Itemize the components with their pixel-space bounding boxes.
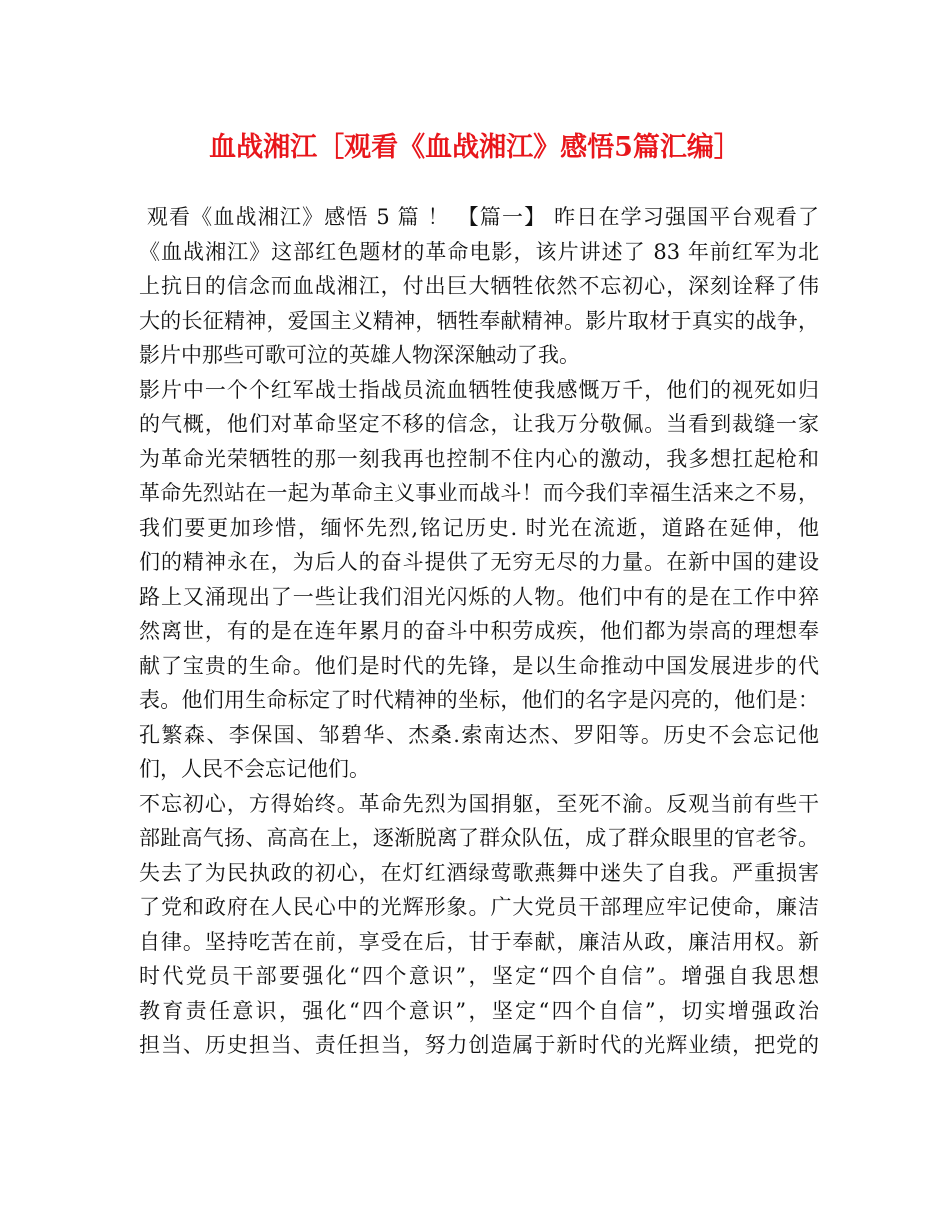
- text-line: 时代党员干部要强化“四个意识”，坚定“四个自信”。增强自我思想: [139, 964, 819, 988]
- text-line: 革命先烈站在一起为革命主义事业而战斗！而今我们幸福生活来之不易，: [139, 481, 819, 505]
- text-line: 部趾高气扬、高高在上，逐渐脱离了群众队伍，成了群众眼里的官老爷。: [139, 826, 819, 850]
- text-line: 的气概，他们对革命坚定不移的信念，让我万分敬佩。当看到裁缝一家: [139, 412, 819, 436]
- text-line: 上抗日的信念而血战湘江，付出巨大牺牲依然不忘初心，深刻诠释了伟: [139, 274, 819, 298]
- text-line: 观看《血战湘江》感悟 5 篇 ！ 【篇一】 昨日在学习强国平台观看了: [139, 205, 819, 229]
- text-line: 担当、历史担当、责任担当，努力创造属于新时代的光辉业绩，把党的: [139, 1033, 819, 1057]
- text-line: 孔繁森、李保国、邹碧华、杰桑.索南达杰、罗阳等。历史不会忘记他: [139, 722, 819, 747]
- text-line: 教育责任意识，强化“四个意识”，坚定“四个自信”，切实增强政治: [139, 998, 819, 1023]
- text-line: 影片中一个个红军战士指战员流血牺牲使我感慨万千，他们的视死如归: [139, 377, 819, 402]
- text-line: 影片中那些可歌可泣的英雄人物深深触动了我。: [139, 343, 580, 367]
- text-line: 失去了为民执政的初心，在灯红酒绿莺歌燕舞中迷失了自我。严重损害: [139, 860, 819, 885]
- text-line: 表。他们用生命标定了时代精神的坐标，他们的名字是闪亮的，他们是：: [139, 688, 819, 712]
- text-line: 献了宝贵的生命。他们是时代的先锋，是以生命推动中国发展进步的代: [139, 653, 819, 678]
- document-title: 血战湘江［观看《血战湘江》感悟5篇汇编］: [209, 132, 741, 163]
- text-line: 大的长征精神，爱国主义精神，牺牲奉献精神。影片取材于真实的战争，: [139, 308, 819, 333]
- text-line: 不忘初心，方得始终。革命先烈为国捐躯，至死不渝。反观当前有些干: [139, 791, 819, 816]
- text-line: 们，人民不会忘记他们。: [139, 757, 370, 781]
- document-body: [139, 200, 819, 1063]
- text-line: 了党和政府在人民心中的光辉形象。广大党员干部理应牢记使命，廉洁: [139, 895, 819, 919]
- text-line: 《血战湘江》这部红色题材的革命电影，该片讲述了 83 年前红军为北: [139, 239, 819, 264]
- text-line: 路上又涌现出了一些让我们泪光闪烁的人物。他们中有的是在工作中猝: [139, 584, 819, 609]
- text-line: 自律。坚持吃苦在前，享受在后，甘于奉献，廉洁从政，廉洁用权。新: [139, 929, 819, 954]
- text-line: 我们要更加珍惜，缅怀先烈,铭记历史. 时光在流逝，道路在延伸，他: [139, 515, 819, 540]
- text-line: 们的精神永在，为后人的奋斗提供了无穷无尽的力量。在新中国的建设: [139, 550, 819, 574]
- text-line: 然离世，有的是在连年累月的奋斗中积劳成疾，他们都为崇高的理想奉: [139, 619, 819, 643]
- text-line: 为革命光荣牺牲的那一刻我再也控制不住内心的激动，我多想扛起枪和: [139, 446, 819, 471]
